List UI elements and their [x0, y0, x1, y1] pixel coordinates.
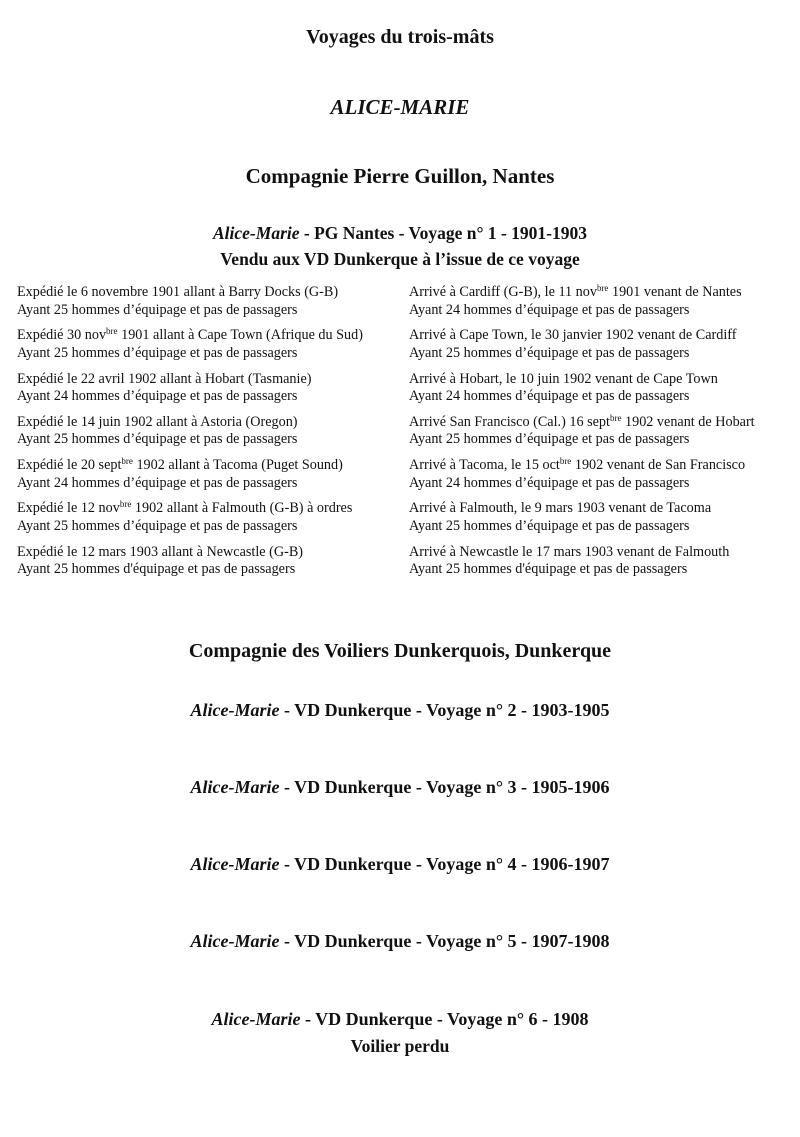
voyage-6-note: Voilier perdu [350, 1036, 450, 1056]
arrival-text: Arrivé à Cardiff (G-B), le 11 nov$^{bre}$ 1901 venant de Nantes [409, 283, 742, 300]
voyage-ship-name: Alice-Marie [190, 700, 280, 720]
crew-text: Ayant 25 hommes d’équipage et pas de passagers [17, 517, 298, 534]
arrival-text: Arrivé San Francisco (Cal.) 16 sept$^{bre}$ 1902 venant de Hobart [409, 412, 755, 430]
crew-text: Ayant 24 hommes d’équipage et pas de passagers [409, 388, 690, 405]
arrival-entry [409, 500, 711, 535]
crew-text: Ayant 25 hommes d'équipage et pas de passagers [409, 561, 688, 578]
departure-text: Expédié 30 nov$^{bre}$ 1901 allant à Cape Town (Afrique du Sud) [17, 326, 363, 344]
voyage-1-heading [0, 223, 800, 244]
departure-entry [17, 327, 363, 362]
departure-entry [17, 414, 298, 449]
voyage-ship-name: Alice-Marie [211, 1009, 301, 1029]
company-1-heading: Compagnie Pierre Guillon, Nantes [245, 164, 555, 188]
voyage-ship-name: Alice-Marie [190, 854, 280, 874]
log-row [0, 284, 800, 327]
crew-text: Ayant 25 hommes d’équipage et pas de passagers [17, 344, 298, 361]
log-row [0, 457, 800, 500]
crew-text: Ayant 24 hommes d’équipage et pas de passagers [17, 474, 298, 491]
voyage-3-heading [0, 777, 800, 798]
departure-text: Expédié le 20 sept$^{bre}$ 1902 allant à Tacoma (Puget Sound) [17, 456, 343, 474]
voyage-title: - VD Dunkerque - Voyage n° 3 - 1905-1906 [279, 777, 610, 797]
log-row [0, 500, 800, 543]
arrival-text: Arrivé à Newcastle le 17 mars 1903 venant de Falmouth [409, 543, 730, 560]
departure-entry [17, 500, 352, 535]
company-2-heading: Compagnie des Voiliers Dunkerquois, Dunkerque [188, 640, 612, 662]
arrival-entry [409, 284, 742, 319]
voyage-1-log [0, 284, 800, 587]
voyage-6-heading [0, 1009, 800, 1030]
ship-name-heading: ALICE-MARIE [330, 95, 470, 119]
arrival-text: Arrivé à Cape Town, le 30 janvier 1902 venant de Cardiff [409, 327, 737, 344]
crew-text: Ayant 25 hommes d'équipage et pas de passagers [17, 561, 296, 578]
log-row [0, 371, 800, 414]
voyage-5-heading [0, 931, 800, 952]
arrival-entry [409, 457, 745, 492]
voyage-2-heading [0, 700, 800, 721]
departure-text: Expédié le 12 nov$^{bre}$ 1902 allant à Falmouth (G-B) à ordres [17, 499, 353, 517]
voyage-ship-name: Alice-Marie [213, 223, 300, 243]
crew-text: Ayant 25 hommes d’équipage et pas de passagers [409, 517, 690, 534]
voyage-4-heading [0, 854, 800, 875]
log-row [0, 327, 800, 370]
voyage-title: - VD Dunkerque - Voyage n° 2 - 1903-1905 [279, 700, 610, 720]
crew-text: Ayant 24 hommes d’équipage et pas de passagers [409, 474, 690, 491]
voyage-1-note: Vendu aux VD Dunkerque à l’issue de ce voyage [220, 249, 580, 269]
arrival-entry [409, 371, 718, 406]
crew-text: Ayant 25 hommes d’équipage et pas de passagers [17, 431, 298, 448]
arrival-text: Arrivé à Tacoma, le 15 oct$^{bre}$ 1902 venant de San Francisco [409, 456, 746, 474]
log-row [0, 414, 800, 457]
voyage-title: - PG Nantes - Voyage n° 1 - 1901-1903 [299, 223, 587, 243]
log-row [0, 544, 800, 587]
crew-text: Ayant 25 hommes d’équipage et pas de passagers [17, 301, 298, 318]
voyage-title: - VD Dunkerque - Voyage n° 6 - 1908 [300, 1009, 589, 1029]
crew-text: Ayant 25 hommes d’équipage et pas de passagers [409, 344, 690, 361]
voyage-title: - VD Dunkerque - Voyage n° 5 - 1907-1908 [279, 931, 610, 951]
departure-entry [17, 284, 338, 319]
voyage-ship-name: Alice-Marie [190, 931, 280, 951]
departure-text: Expédié le 6 novembre 1901 allant à Barry Docks (G-B) [17, 284, 339, 300]
departure-text: Expédié le 12 mars 1903 allant à Newcastle (G-B) [17, 543, 304, 560]
departure-entry [17, 457, 343, 492]
departure-entry [17, 544, 303, 579]
arrival-entry [409, 327, 736, 362]
arrival-entry [409, 544, 729, 579]
crew-text: Ayant 24 hommes d’équipage et pas de passagers [409, 301, 690, 318]
crew-text: Ayant 25 hommes d’équipage et pas de passagers [409, 431, 690, 448]
departure-text: Expédié le 14 juin 1902 allant à Astoria (Oregon) [17, 413, 298, 430]
arrival-text: Arrivé à Falmouth, le 9 mars 1903 venant de Tacoma [409, 500, 712, 517]
arrival-entry [409, 414, 755, 449]
voyage-title: - VD Dunkerque - Voyage n° 4 - 1906-1907 [279, 854, 610, 874]
departure-entry [17, 371, 311, 406]
document-heading: Voyages du trois-mâts [306, 26, 494, 48]
departure-text: Expédié le 22 avril 1902 allant à Hobart (Tasmanie) [17, 370, 312, 387]
voyage-ship-name: Alice-Marie [190, 777, 280, 797]
crew-text: Ayant 24 hommes d’équipage et pas de passagers [17, 388, 298, 405]
arrival-text: Arrivé à Hobart, le 10 juin 1902 venant de Cape Town [409, 370, 718, 387]
